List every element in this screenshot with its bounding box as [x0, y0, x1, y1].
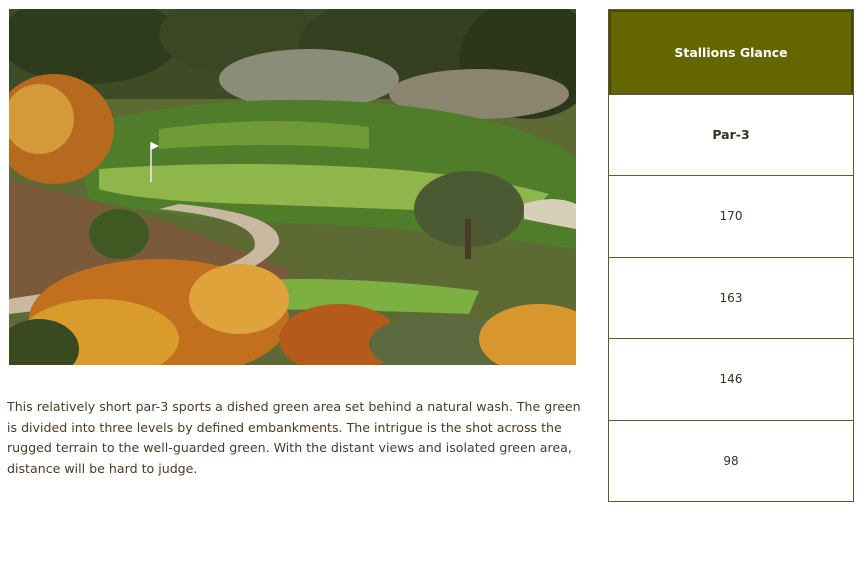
glance-yardage: 98 — [609, 420, 853, 502]
hole-description: This relatively short par-3 sports a dished green area set behind a natural wash. The green is divided into three levels by defined embankments. The intrigue is the shot across the rugged terrain to the well-guarded green. With the distant views and isolated green area, distance will be hard to judge. — [7, 399, 581, 476]
glance-yardage: 146 — [609, 338, 853, 420]
stallions-glance-table — [608, 9, 854, 502]
glance-par: Par-3 — [609, 94, 853, 176]
glance-yardage: 170 — [609, 175, 853, 257]
glance-yardage: 163 — [609, 257, 853, 339]
glance-title: Stallions Glance — [609, 10, 853, 94]
hole-photo — [9, 9, 576, 365]
